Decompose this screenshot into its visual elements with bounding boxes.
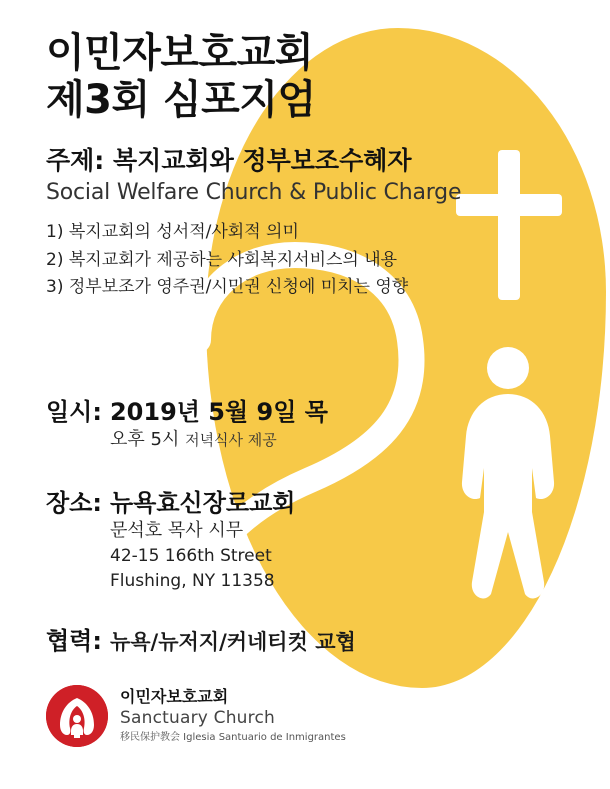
address-line-2: Flushing, NY 11358 xyxy=(110,570,275,591)
cooperation-value: 뉴욕/뉴저지/커네티컷 교협 xyxy=(109,630,356,655)
time-row xyxy=(110,427,610,453)
place-row xyxy=(46,483,610,518)
event-details xyxy=(46,392,610,656)
subject-value: 복지교회와 정부보조수혜자 xyxy=(113,146,412,176)
time-value: 오후 5시 xyxy=(110,428,180,450)
subject-label: 주제: xyxy=(46,146,105,176)
time-note: 저녁식사 제공 xyxy=(185,430,277,449)
date-value: 2019년 5월 9일 목 xyxy=(109,397,328,426)
logo-english-name: Sanctuary Church xyxy=(120,708,275,729)
list-item: 3) 정부보조가 영주권/시민권 신청에 미치는 영향 xyxy=(46,277,409,298)
place-value: 뉴욕효신장로교회 xyxy=(109,489,296,518)
logo-korean-name: 이민자보호교회 xyxy=(120,687,229,707)
list-item: 1) 복지교회의 성서적/사회적 의미 xyxy=(46,222,299,243)
subject-line xyxy=(46,146,610,176)
sanctuary-church-logo-icon xyxy=(46,685,108,747)
place-pastor: 문석호 목사 시무 xyxy=(110,520,244,542)
logo-text-block xyxy=(120,687,346,744)
address-line-1: 42-15 166th Street xyxy=(110,546,272,567)
cooperation-row xyxy=(46,621,610,656)
place-block xyxy=(46,483,610,593)
topic-list xyxy=(46,219,610,302)
logo-subtitle: 移民保护教会 Iglesia Santuario de Inmigrantes xyxy=(120,731,346,743)
place-label: 장소: xyxy=(46,489,102,518)
organization-logo xyxy=(46,685,346,747)
date-row xyxy=(46,392,610,427)
page-title xyxy=(46,30,610,124)
subject-english: Social Welfare Church & Public Charge xyxy=(46,180,462,206)
list-item: 2) 복지교회가 제공하는 사회복지서비스의 내용 xyxy=(46,249,398,270)
title-line-1: 이민자보호교회 xyxy=(46,30,313,76)
title-line-2: 제3회 심포지엄 xyxy=(46,77,316,124)
date-label: 일시: xyxy=(46,397,102,426)
cooperation-label: 협력: xyxy=(46,627,102,656)
